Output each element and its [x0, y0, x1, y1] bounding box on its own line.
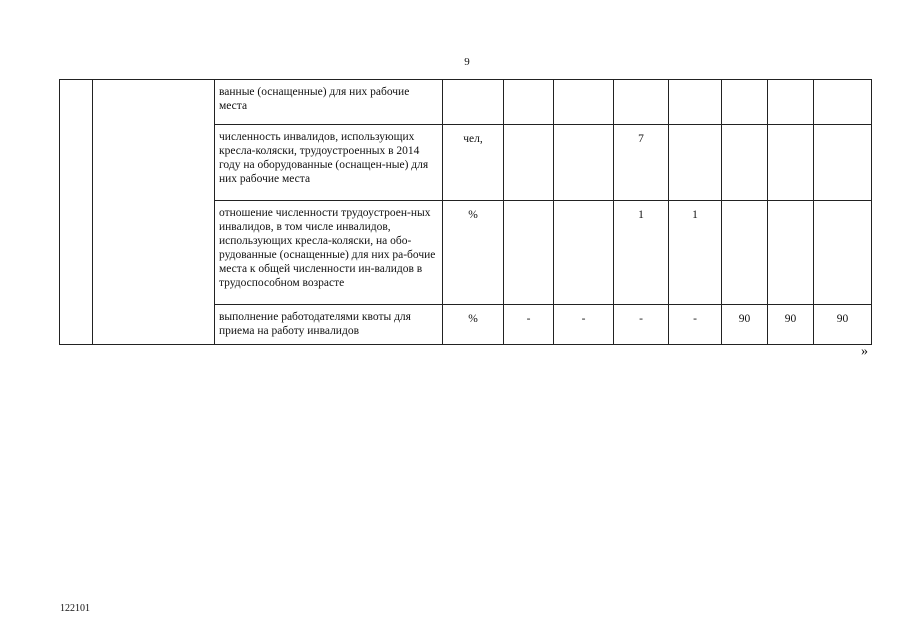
section-cell — [93, 80, 215, 345]
indicator-description: выполнение работодателями квоты для приема на работу инвалидов — [215, 305, 443, 345]
value-cell: - — [614, 305, 669, 345]
value-cell — [669, 125, 722, 201]
value-cell — [814, 201, 872, 305]
value-cell — [768, 80, 814, 125]
value-cell: 90 — [768, 305, 814, 345]
value-cell — [814, 80, 872, 125]
value-cell: 1 — [669, 201, 722, 305]
value-cell — [614, 80, 669, 125]
value-cell: 90 — [722, 305, 768, 345]
value-cell — [554, 80, 614, 125]
value-cell — [814, 125, 872, 201]
value-cell — [722, 80, 768, 125]
value-cell — [504, 80, 554, 125]
value-cell: - — [504, 305, 554, 345]
index-cell — [60, 80, 93, 345]
value-cell: 90 — [814, 305, 872, 345]
value-cell: - — [669, 305, 722, 345]
value-cell — [554, 201, 614, 305]
indicator-description: ванные (оснащенные) для них рабочие места — [215, 80, 443, 125]
value-cell — [554, 125, 614, 201]
value-cell — [722, 125, 768, 201]
indicator-description: отношение численности трудоустроен-ных инвалидов, в том числе инвалидов, использующих кресла-коляски, на обо-рудованные (оснащенные) для них ра-бочие места к общей численности ин-валидов в трудоспособном возрасте — [215, 201, 443, 305]
value-cell — [768, 201, 814, 305]
unit-cell: % — [443, 305, 504, 345]
unit-cell: чел, — [443, 125, 504, 201]
value-cell: 7 — [614, 125, 669, 201]
unit-cell — [443, 80, 504, 125]
value-cell: - — [554, 305, 614, 345]
page-number: 9 — [464, 56, 470, 68]
value-cell — [768, 125, 814, 201]
unit-cell: % — [443, 201, 504, 305]
data-table — [59, 79, 872, 345]
value-cell — [504, 125, 554, 201]
value-cell: 1 — [614, 201, 669, 305]
closing-quote: » — [861, 344, 868, 359]
table-row — [60, 80, 872, 125]
footer-code: 122101 — [60, 603, 90, 614]
indicator-description: численность инвалидов, использующих кресла-коляски, трудоустроенных в 2014 году на оборудованные (оснащен-ные) для них рабочие места — [215, 125, 443, 201]
value-cell — [669, 80, 722, 125]
value-cell — [722, 201, 768, 305]
value-cell — [504, 201, 554, 305]
